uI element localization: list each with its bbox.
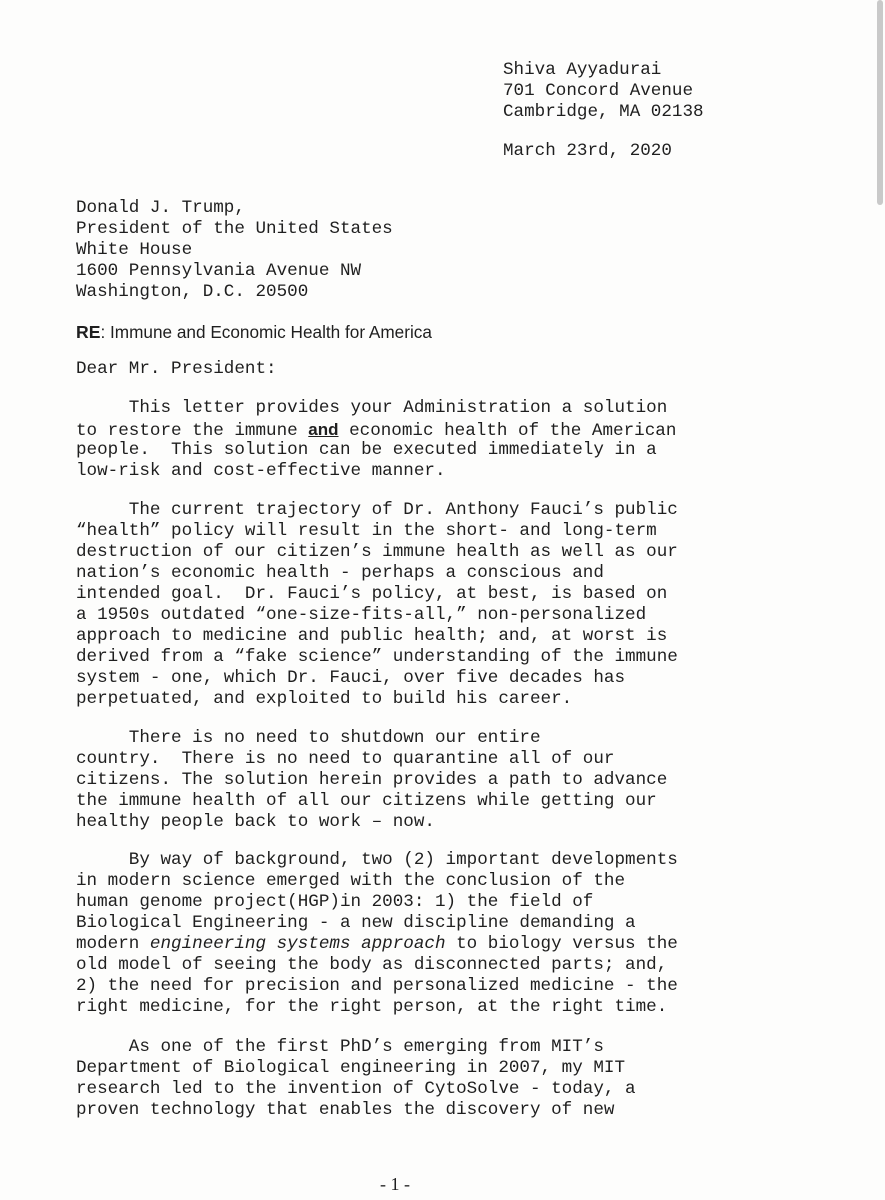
page-number: - 1 - <box>380 1174 410 1194</box>
paragraph-line: people. This solution can be executed immediately in a <box>76 440 657 460</box>
paragraph-line: healthy people back to work – now. <box>76 812 435 832</box>
emphasis-and: and <box>308 420 339 439</box>
recipient-address <box>76 198 776 303</box>
paragraph-line: nation’s economic health - perhaps a conscious and <box>76 563 604 583</box>
text-run: to restore the immune <box>76 421 309 441</box>
paragraph-line: The current trajectory of Dr. Anthony Fauci’s public <box>76 500 678 520</box>
paragraph-line: destruction of our citizen’s immune health as well as our <box>76 542 678 562</box>
paragraph-line: perpetuated, and exploited to build his career. <box>76 689 573 709</box>
paragraph-line: approach to medicine and public health; and, at worst is <box>76 626 668 646</box>
paragraph-line: There is no need to shutdown our entire <box>76 728 541 748</box>
paragraph-line: Department of Biological engineering in 2007, my MIT <box>76 1058 626 1078</box>
paragraph-3 <box>76 728 876 833</box>
subject-label: RE <box>76 322 101 342</box>
scrollbar-thumb[interactable] <box>877 0 883 205</box>
letter-date: March 23rd, 2020 <box>503 141 672 161</box>
paragraph-5 <box>76 1037 876 1121</box>
paragraph-line: This letter provides your Administration a solution <box>76 398 668 418</box>
paragraph-line: By way of background, two (2) important developments <box>76 850 678 870</box>
paragraph-2 <box>76 500 876 710</box>
sender-city: Cambridge, MA 02138 <box>503 102 704 122</box>
paragraph-line: research led to the invention of CytoSolve - today, a <box>76 1079 636 1099</box>
text-run: economic health of the American <box>338 421 677 441</box>
sender-name: Shiva Ayyadurai <box>503 60 662 80</box>
sender-street: 701 Concord Avenue <box>503 81 694 101</box>
paragraph-line: Biological Engineering - a new discipline demanding a <box>76 913 636 933</box>
recipient-city: Washington, D.C. 20500 <box>76 282 309 302</box>
paragraph-line: derived from a “fake science” understanding of the immune <box>76 647 678 667</box>
paragraph-line: 2) the need for precision and personalized medicine - the <box>76 976 678 996</box>
paragraph-line <box>76 419 876 440</box>
paragraph-line <box>76 934 876 955</box>
paragraph-line: “health” policy will result in the short- and long-term <box>76 521 657 541</box>
text-run: modern <box>76 934 150 954</box>
paragraph-line: low-risk and cost-effective manner. <box>76 461 446 481</box>
italic-phrase: engineering systems approach <box>149 934 446 954</box>
paragraph-line: intended goal. Dr. Fauci’s policy, at best, is based on <box>76 584 668 604</box>
recipient-title: President of the United States <box>76 219 393 239</box>
paragraph-line: system - one, which Dr. Fauci, over five decades has <box>76 668 626 688</box>
text-run: to biology versus the <box>445 934 678 954</box>
paragraph-line: citizens. The solution herein provides a path to advance <box>76 770 668 790</box>
paragraph-4 <box>76 850 876 1018</box>
recipient-name: Donald J. Trump, <box>76 198 245 218</box>
recipient-street: 1600 Pennsylvania Avenue NW <box>76 261 362 281</box>
paragraph-line: a 1950s outdated “one-size-fits-all,” non-personalized <box>76 605 647 625</box>
paragraph-line: old model of seeing the body as disconnected parts; and, <box>76 955 668 975</box>
paragraph-line: proven technology that enables the discovery of new <box>76 1100 615 1120</box>
paragraph-line: right medicine, for the right person, at the right time. <box>76 997 668 1017</box>
paragraph-line: human genome project(HGP)in 2003: 1) the field of <box>76 892 594 912</box>
sender-address <box>503 60 863 123</box>
paragraph-1 <box>76 398 876 482</box>
paragraph-line: in modern science emerged with the conclusion of the <box>76 871 626 891</box>
salutation: Dear Mr. President: <box>76 359 277 379</box>
paragraph-line: As one of the first PhD’s emerging from MIT’s <box>76 1037 604 1057</box>
recipient-office: White House <box>76 240 193 260</box>
paragraph-line: country. There is no need to quarantine all of our <box>76 749 615 769</box>
subject-text: : Immune and Economic Health for America <box>100 322 432 342</box>
paragraph-line: the immune health of all our citizens while getting our <box>76 791 657 811</box>
subject-line <box>76 322 856 345</box>
